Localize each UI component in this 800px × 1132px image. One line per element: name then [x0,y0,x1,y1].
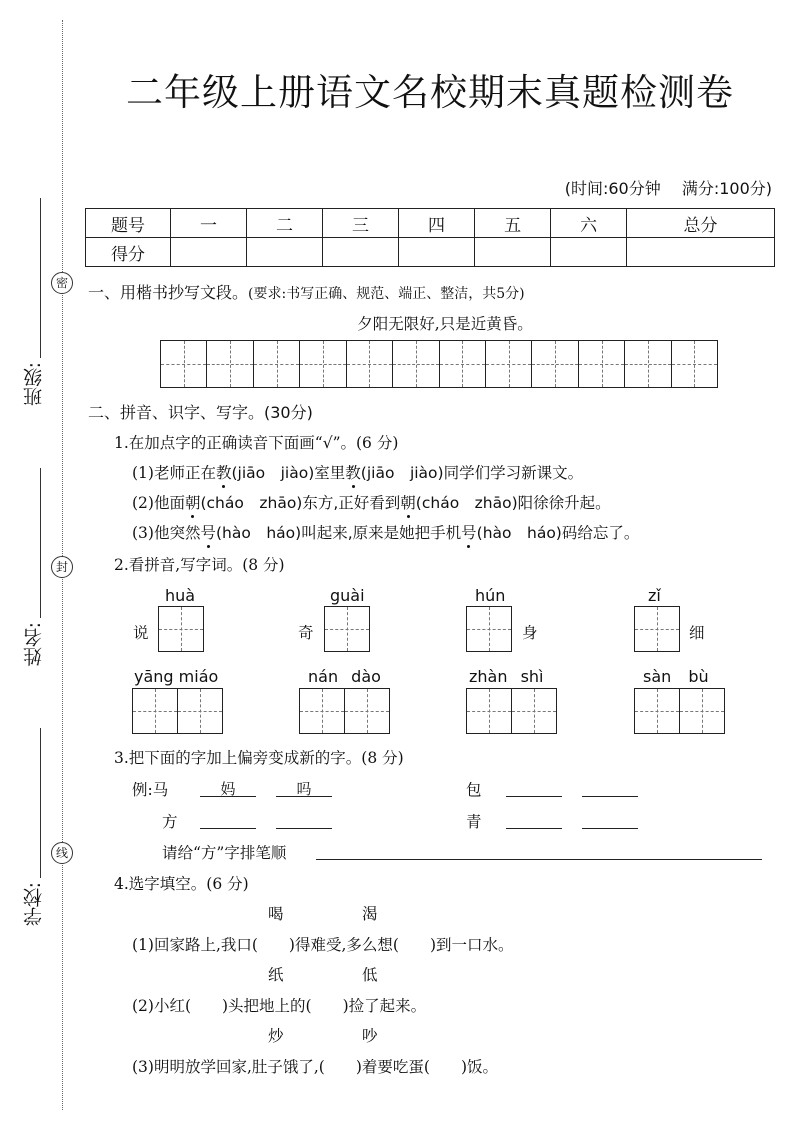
score-cell[interactable] [475,238,551,267]
header-cell: 一 [171,209,247,238]
answer-box[interactable] [634,606,680,652]
context-char: 说 [133,624,149,642]
grid-cell[interactable] [347,341,393,387]
class-label: 班级: [23,362,45,407]
fill-sentence[interactable]: (3)明明放学回家,肚子饿了,( )着要吃蛋( )饭。 [132,1058,498,1076]
grid-cell[interactable] [532,341,578,387]
answer-line[interactable] [506,810,562,829]
answer-line[interactable] [582,810,638,829]
seal-feng: 封 [51,556,73,578]
grid-cell[interactable] [440,341,486,387]
fill-sentence[interactable]: (2)小红( )头把地上的( )捡了起来。 [132,997,427,1015]
score-cell[interactable] [399,238,475,267]
name-label: 姓名: [23,622,45,667]
q1-line-1 [132,461,583,483]
pinyin-label: nán dào [308,667,381,686]
copy-writing-grid[interactable] [160,340,718,388]
grid-cell[interactable] [393,341,439,387]
q4-title: 4.选字填空。(6 分) [114,875,249,893]
grid-cell[interactable] [161,341,207,387]
q1-text: (2)他面 [132,494,185,512]
pinyin-label: sàn bù [643,667,709,686]
pinyin-label: yāng miáo [134,667,219,686]
school-fill-line[interactable] [40,728,41,878]
choice-word: 喝 [268,905,284,923]
answer-box[interactable] [679,688,725,734]
score-cell[interactable] [171,238,247,267]
score-table [85,208,775,267]
dotted-char: 朝 [400,494,416,512]
pinyin-label: hún [475,586,506,605]
pinyin-choice[interactable]: (jiāo jiào)室里 [231,464,346,482]
stroke-order-prompt: 请给“方”字排笔顺 [162,844,287,862]
answer-box[interactable] [466,606,512,652]
example-answer-2: 吗 [276,778,332,797]
q2-title: 2.看拼音,写字词。(8 分) [114,556,285,574]
section2-heading: 二、拼音、识字、写字。(30分) [88,403,313,422]
section1-heading: 一、用楷书抄写文段。 [88,283,249,302]
q1-text: (1)老师正在 [132,464,216,482]
answer-line[interactable] [506,778,562,797]
header-cell: 题号 [86,209,171,238]
choice-word: 低 [362,966,378,984]
name-fill-line[interactable] [40,468,41,618]
score-cell[interactable] [551,238,627,267]
answer-line[interactable] [582,778,638,797]
grid-cell[interactable] [254,341,300,387]
score-table-score-row [86,238,775,267]
grid-cell[interactable] [300,341,346,387]
score-cell[interactable] [247,238,323,267]
header-cell: 六 [551,209,627,238]
answer-box[interactable] [344,688,390,734]
score-row-label: 得分 [86,238,171,267]
answer-box[interactable] [324,606,370,652]
school-label: 学校: [23,882,45,927]
char-fang: 方 [162,813,178,831]
q3-title: 3.把下面的字加上偏旁变成新的字。(8 分) [114,749,404,767]
answer-box[interactable] [634,688,680,734]
answer-box[interactable] [177,688,223,734]
choice-word: 渴 [362,905,378,923]
score-cell[interactable] [627,238,775,267]
pinyin-choice[interactable]: (jiāo jiào)同学们学习新课文。 [360,464,584,482]
dotted-char: 教 [215,464,232,482]
context-char: 身 [522,624,538,642]
header-cell: 三 [323,209,399,238]
answer-box[interactable] [299,688,345,734]
seal-mi: 密 [51,272,73,294]
answer-line[interactable] [200,810,256,829]
grid-cell[interactable] [672,341,717,387]
pinyin-choice[interactable]: (hào háo)叫起来,原来是她把手机 [215,524,462,542]
grid-cell[interactable] [486,341,532,387]
answer-box[interactable] [466,688,512,734]
example-answer-1: 妈 [200,778,256,797]
grid-cell[interactable] [625,341,671,387]
grid-cell[interactable] [579,341,625,387]
page-title: 二年级上册语文名校期末真题检测卷 [126,71,734,114]
choice-word: 炒 [268,1027,284,1045]
answer-line[interactable] [276,810,332,829]
section1-note: (要求:书写正确、规范、端正、整洁，共5分) [248,286,525,302]
time-info: (时间:60分钟 满分:100分) [564,179,772,198]
pinyin-label: zhàn shì [469,667,544,686]
seal-xian: 线 [51,842,73,864]
char-bao: 包 [466,781,482,799]
context-char: 奇 [298,624,314,642]
fill-sentence[interactable]: (1)回家路上,我口( )得难受,多么想( )到一口水。 [132,936,514,954]
header-cell: 四 [399,209,475,238]
answer-box[interactable] [132,688,178,734]
header-cell: 总分 [627,209,775,238]
pinyin-choice[interactable]: (hào háo)码给忘了。 [476,524,640,542]
char-qing: 青 [466,813,482,831]
q1-title: 1.在加点字的正确读音下面画“√”。(6 分) [114,434,399,452]
pinyin-choice[interactable]: (cháo zhāo)阳徐徐升起。 [415,494,611,512]
choice-word: 吵 [362,1027,378,1045]
header-cell: 二 [247,209,323,238]
pinyin-label: huà [165,586,196,605]
copy-passage: 夕阳无限好,只是近黄昏。 [357,315,533,333]
stroke-order-line[interactable] [316,841,762,860]
example-label: 例:马 [132,781,169,799]
dotted-char: 教 [345,464,361,482]
header-cell: 五 [475,209,551,238]
q1-line-3 [132,521,639,543]
dotted-char: 号 [200,524,216,542]
context-char: 细 [689,624,705,642]
grid-cell[interactable] [207,341,253,387]
class-fill-line[interactable] [40,198,41,358]
answer-box[interactable] [158,606,204,652]
dotted-char: 朝 [184,494,201,512]
score-cell[interactable] [323,238,399,267]
pinyin-choice[interactable]: (cháo zhāo)东方,正好看到 [200,494,401,512]
q1-text: (3)他突然 [132,524,201,542]
choice-word: 纸 [268,966,284,984]
score-table-header-row [86,209,775,238]
answer-box[interactable] [511,688,557,734]
pinyin-label: guài [330,586,365,605]
dotted-char: 号 [461,524,477,542]
pinyin-label: zǐ [648,586,661,605]
q1-line-2 [132,491,611,513]
